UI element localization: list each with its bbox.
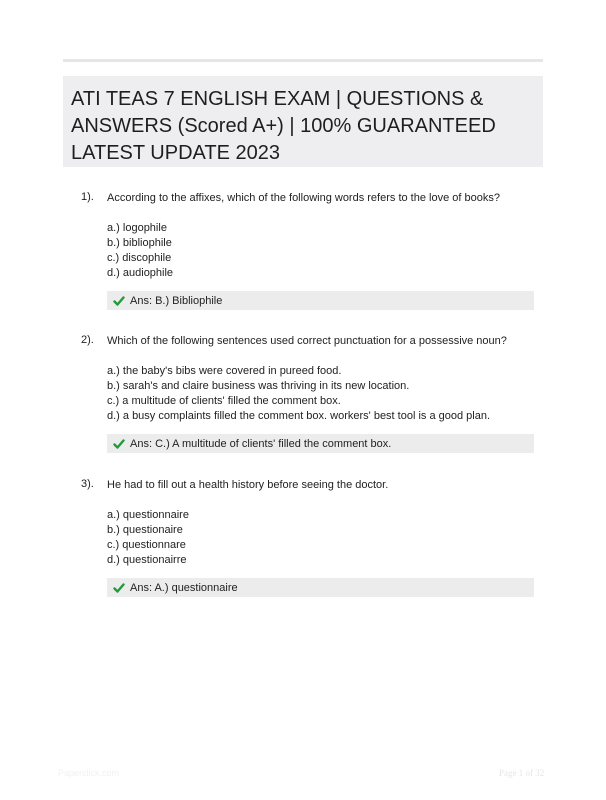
question-number: 1). bbox=[81, 191, 94, 203]
option-item: b.) bibliophile bbox=[107, 237, 172, 249]
question-text: According to the affixes, which of the following words refers to the love of books? bbox=[107, 192, 500, 204]
top-divider bbox=[63, 59, 543, 62]
option-item: a.) the baby's bibs were covered in pureed food. bbox=[107, 365, 342, 377]
option-item: d.) questionairre bbox=[107, 554, 187, 566]
question-number: 2). bbox=[81, 334, 94, 346]
title-banner bbox=[63, 76, 543, 167]
options-list bbox=[107, 508, 189, 568]
option-item: c.) questionnare bbox=[107, 539, 186, 551]
answer-box bbox=[107, 291, 534, 310]
option-item: c.) a multitude of clients' filled the comment box. bbox=[107, 395, 341, 407]
options-list bbox=[107, 364, 490, 424]
option-item: d.) audiophile bbox=[107, 267, 174, 279]
option-item: d.) a busy complaints filled the comment box. workers' best tool is a good plan. bbox=[107, 410, 491, 422]
footer-watermark: Paperclick.com bbox=[58, 768, 120, 778]
option-item: a.) questionnaire bbox=[107, 509, 189, 521]
checkmark-icon bbox=[113, 438, 125, 450]
option-item: b.) sarah's and claire business was thriving in its new location. bbox=[107, 380, 410, 392]
checkmark-icon bbox=[113, 295, 125, 307]
checkmark-icon bbox=[113, 582, 125, 594]
answer-text: Ans: B.) Bibliophile bbox=[130, 294, 223, 307]
option-item: a.) logophile bbox=[107, 222, 167, 234]
page-number: Page 1 of 32 bbox=[499, 768, 545, 778]
answer-box bbox=[107, 434, 534, 453]
question-text: Which of the following sentences used correct punctuation for a possessive noun? bbox=[107, 335, 507, 347]
answer-text: Ans: A.) questionnaire bbox=[130, 581, 238, 594]
question-number: 3). bbox=[81, 478, 94, 490]
question-text: He had to fill out a health history before seeing the doctor. bbox=[107, 479, 389, 491]
answer-box bbox=[107, 578, 534, 597]
option-item: b.) questionaire bbox=[107, 524, 183, 536]
answer-text: Ans: C.) A multitude of clients' filled the comment box. bbox=[130, 437, 392, 450]
document-title: ATI TEAS 7 ENGLISH EXAM | QUESTIONS & ANSWERS (Scored A+) | 100% GUARANTEED LATEST UPDATE 2023 bbox=[71, 88, 496, 164]
options-list bbox=[107, 221, 173, 281]
option-item: c.) discophile bbox=[107, 252, 172, 264]
